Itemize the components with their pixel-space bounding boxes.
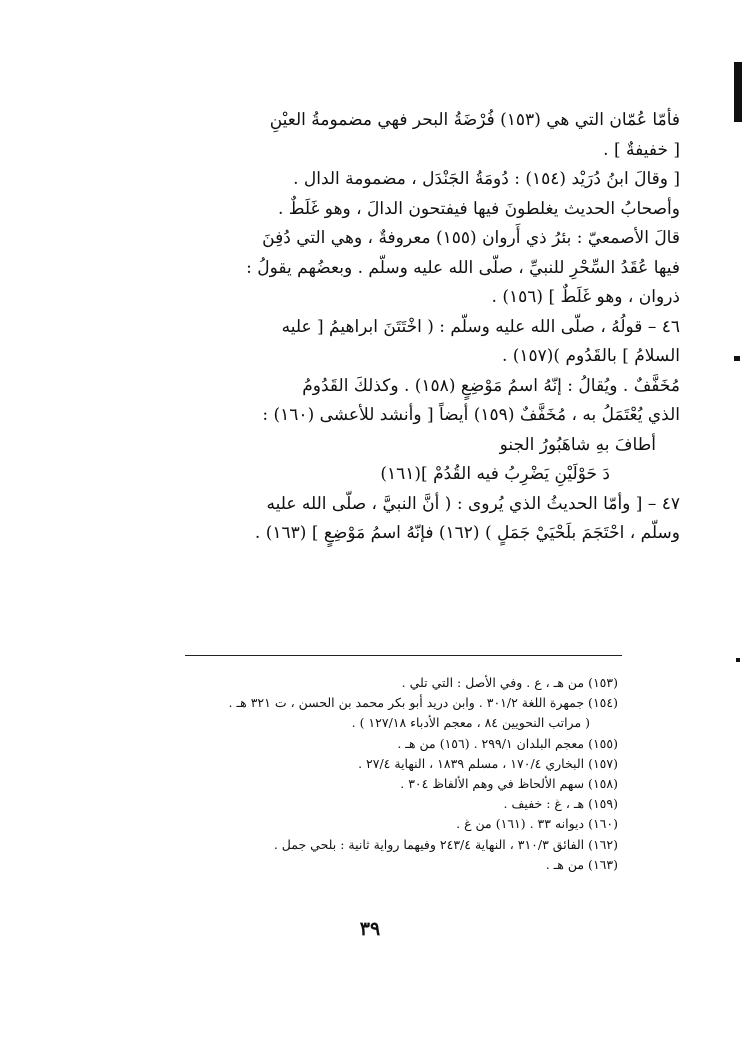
- edge-mark: [736, 658, 740, 662]
- verse-line: دَ حَوْلَيْنِ يَضْرِبُ فيه القُدُمْ ](١٦١): [380, 464, 610, 484]
- footnotes: [150, 673, 618, 875]
- footnote: ( مراتب النحويين ٨٤ ، معجم الأدباء ١٢٧/١٨ ) .: [351, 715, 590, 731]
- footnote-rule: [185, 655, 622, 656]
- text-line: ذروان ، وهو غَلَطٌ ] (١٥٦) .: [491, 287, 680, 307]
- main-text: [70, 106, 680, 549]
- text-line: قالَ الأصمعيّ : بئرُ ذي أَروان (١٥٥) معروفةٌ ، وهي التي دُفِنَ: [262, 228, 680, 248]
- footnote: (١٥٥) معجم البلدان ٢٩٩/١ . (١٥٦) من هـ .: [397, 735, 618, 751]
- footnote: (١٦٠) ديوانه ٣٣ . (١٦١) من غ .: [456, 816, 618, 832]
- text-line: فيها عُقَدُ السِّحْرِ للنبيِّ ، صلّى الله عليه وسلّم . وبعضُهم يقولُ :: [246, 257, 680, 278]
- text-line: الذي يُعْتَمَلُ به ، مُخَفَّفٌ (١٥٩) أيضاً [ وأنشد للأعشى (١٦٠) :: [262, 405, 680, 425]
- text-line: فأمّا عُمّان التي هي (١٥٣) فُرْضَةُ البحر فهي مضمومةُ العيْنِ: [269, 110, 680, 130]
- edge-mark: [734, 356, 740, 361]
- text-line: [ خفيفةٌ ] .: [603, 139, 680, 160]
- verse-line: أطافَ بهِ شاهَبُورُ الجنو: [499, 434, 656, 455]
- footnote: (١٥٩) هـ ، غ : خفيف .: [503, 796, 618, 812]
- text-line: [ وقالَ ابنُ دُرَيْد (١٥٤) : دُومَةُ الجَنْدَل ، مضمومة الدال .: [293, 169, 680, 189]
- text-line: السلامُ ] بالقَدُوم )(١٥٧) .: [501, 346, 680, 366]
- text-line: مُخَفَّفٌ . ويُقالُ : إنّهُ اسمُ مَوْضِعٍ (١٥٨) . وكذلكَ القَدُومُ: [302, 375, 680, 396]
- text-line: ٤٦ – قولُهُ ، صلّى الله عليه وسلّم : ( اخْتَتَنَ ابراهيمُ [ عليه: [281, 316, 680, 337]
- edge-mark: [734, 62, 742, 122]
- footnote: (١٥٨) سهم الألحاظ في وهم الألفاظ ٣٠٤ .: [400, 776, 618, 792]
- footnote: (١٦٣) من هـ .: [545, 856, 618, 872]
- text-line: ٤٧ – [ وأمّا الحديثُ الذي يُروى : ( أنَّ النبيَّ ، صلّى الله عليه: [266, 493, 680, 514]
- footnote: (١٦٢) الفائق ٣١٠/٣ ، النهاية ٢٤٣/٤ وفيهما رواية ثانية : بلحي جمل .: [273, 836, 618, 852]
- footnote: (١٥٧) البخاري ١٧٠/٤ ، مسلم ١٨٣٩ ، النهاية ٢٧/٤ .: [358, 755, 618, 771]
- text-line: وسلّم ، احْتَجَمَ بلَحْيَيْ جَمَلٍ ) (١٦٢) فإنّهُ اسمُ مَوْضِعٍ ] (١٦٣) .: [254, 523, 680, 543]
- footnote: (١٥٤) جمهرة اللغة ٣٠١/٢ . وابن دريد أبو بكر محمد بن الحسن ، ت ٣٢١ هـ .: [228, 695, 618, 711]
- text-line: وأصحابُ الحديث يغلطونَ فيها فيفتحون الدالَ ، وهو غَلَطٌ .: [277, 198, 680, 219]
- page-number: ٣٩: [359, 918, 381, 940]
- footnote: (١٥٣) من هـ ، ع . وفي الأصل : التي تلي .: [401, 675, 618, 690]
